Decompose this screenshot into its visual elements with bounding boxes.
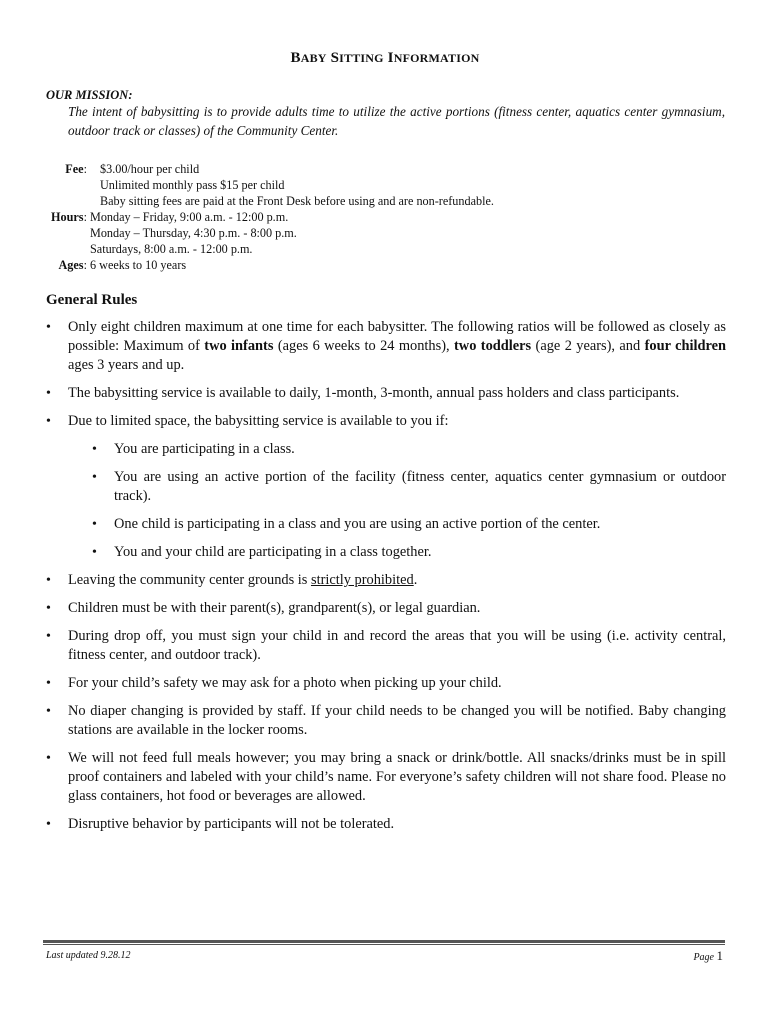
bullet: •: [92, 517, 97, 532]
info-block: [46, 161, 666, 273]
hours-label: Hours: [51, 210, 84, 224]
fee-row: Fee: $3.00/hour per child Unlimited monthly pass $15 per child Baby sitting fees are paid at the Front Desk before using and are non-refundable.: [65, 162, 494, 208]
footer-divider: [43, 940, 725, 943]
fee-line: $3.00/hour per child: [100, 162, 200, 176]
last-updated: Last updated 9.28.12: [46, 950, 131, 961]
list-item: • We will not feed full meals however; you may bring a snack or drink/bottle. All snacks/drinks must be in spill proof containers and labeled with your child’s name. For everyone’s safety children will not share food. Please no glass containers, hot food or beverages are allowed.: [46, 750, 726, 804]
bullet: •: [46, 414, 51, 429]
list-item: • Leaving the community center grounds is strictly prohibited.: [46, 572, 418, 588]
bullet: •: [46, 320, 51, 335]
fee-line: Baby sitting fees are paid at the Front Desk before using and are non-refundable.: [100, 194, 494, 208]
hours-line: Saturdays, 8:00 a.m. - 12:00 p.m.: [90, 242, 253, 256]
list-item: • Due to limited space, the babysitting service is available to you if:: [46, 413, 449, 429]
sub-list-item: • You and your child are participating in a class together.: [92, 544, 432, 560]
page-title: BABY SITTING INFORMATION: [290, 50, 480, 66]
ages-value: 6 weeks to 10 years: [90, 258, 187, 272]
list-item: • Disruptive behavior by participants will not be tolerated.: [46, 816, 395, 832]
list-item: • Only eight children maximum at one time for each babysitter. The following ratios will be followed as closely as possible: Maximum of two infants (ages 6 weeks to 24 months), two toddlers (age 2 years), and four children ages 3 years and up.: [46, 319, 726, 373]
bullet: •: [46, 704, 51, 719]
bullet: •: [46, 573, 51, 588]
bullet: •: [92, 545, 97, 560]
mission-text: The intent of babysitting is to provide adults time to utilize the active portions (fitness center, aquatics center gymnasium, outdoor track or classes) of the Community Center.: [68, 104, 725, 138]
general-rules-heading: General Rules: [46, 292, 138, 308]
bullet: •: [46, 601, 51, 616]
list-item: • Children must be with their parent(s), grandparent(s), or legal guardian.: [46, 600, 481, 616]
fee-label: Fee: [65, 162, 84, 176]
fee-line: Unlimited monthly pass $15 per child: [100, 178, 285, 192]
hours-line: Monday – Thursday, 4:30 p.m. - 8:00 p.m.: [90, 226, 297, 240]
bullet: •: [46, 386, 51, 401]
bullet: •: [92, 470, 97, 485]
rules-list: [46, 318, 726, 843]
bullet: •: [46, 676, 51, 691]
hours-line: Monday – Friday, 9:00 a.m. - 12:00 p.m.: [90, 210, 289, 224]
sub-list-item: • You are participating in a class.: [92, 441, 295, 457]
ages-row: Ages: 6 weeks to 10 years: [58, 258, 187, 272]
list-item: • During drop off, you must sign your child in and record the areas that you will be using (i.e. activity central, fitness center, and outdoor track).: [46, 628, 726, 663]
bullet: •: [46, 629, 51, 644]
hours-row: Hours: Monday – Friday, 9:00 a.m. - 12:00 p.m. Monday – Thursday, 4:30 p.m. - 8:00 p.m. Saturdays, 8:00 a.m. - 12:00 p.m.: [51, 210, 297, 256]
bullet: •: [46, 751, 51, 766]
bullet: •: [92, 442, 97, 457]
bullet: •: [46, 817, 51, 832]
list-item: • For your child’s safety we may ask for a photo when picking up your child.: [46, 675, 502, 691]
mission-label: OUR MISSION:: [46, 88, 133, 102]
list-item: • No diaper changing is provided by staff. If your child needs to be changed you will be notified. Baby changing stations are available in the locker rooms.: [46, 703, 726, 738]
sub-list-item: • You are using an active portion of the facility (fitness center, aquatics center gymnasium or outdoor track).: [92, 469, 726, 504]
page-number: Page 1: [693, 948, 723, 963]
footer-divider: [43, 944, 725, 945]
sub-list-item: • One child is participating in a class and you are using an active portion of the center.: [92, 516, 601, 532]
ages-label: Ages: [58, 258, 84, 272]
list-item: • The babysitting service is available to daily, 1-month, 3-month, annual pass holders and class participants.: [46, 385, 680, 401]
